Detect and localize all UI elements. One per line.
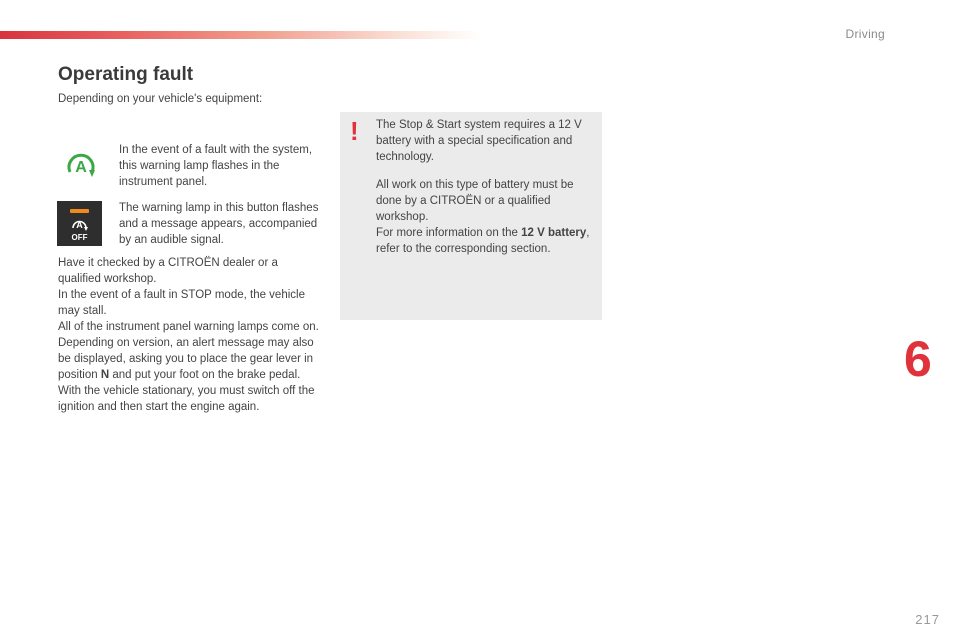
instruction-line: In the event of a fault in STOP mode, the vehicle may stall. xyxy=(58,289,305,317)
stop-start-fault-icon xyxy=(64,150,98,180)
page-number: 217 xyxy=(915,612,940,627)
battery-info-box xyxy=(340,112,602,320)
instruction-line: All of the instrument panel warning lamps come on. xyxy=(58,321,319,333)
header-color-bar xyxy=(0,31,480,39)
fault-instructions xyxy=(58,255,320,415)
section-header: Driving xyxy=(845,27,885,41)
chapter-number: 6 xyxy=(904,331,932,387)
fault-lamp-letter: A xyxy=(75,159,87,176)
battery-requirement: The Stop & Start system requires a 12 V battery with a special specification and technology. xyxy=(376,119,582,163)
instruction-text: and put your foot on the brake pedal. xyxy=(109,369,301,381)
stop-start-off-button-icon xyxy=(57,201,102,246)
off-button-label: OFF xyxy=(71,233,88,242)
fault-lamp-description: In the event of a fault with the system, this warning lamp flashes in the instrument panel. xyxy=(119,144,313,188)
instruction-line: Have it checked by a CITROËN dealer or a qualified workshop. xyxy=(58,257,278,285)
intro-text: Depending on your vehicle's equipment: xyxy=(58,93,263,105)
instruction-line: With the vehicle stationary, you must switch off the ignition and then start the engine again. xyxy=(58,385,315,413)
battery-service-note xyxy=(376,177,596,257)
battery-reference: 12 V battery xyxy=(521,227,587,239)
button-lamp-description: The warning lamp in this button flashes and a message appears, accompanied by an audible signal. xyxy=(119,202,319,246)
page-title: Operating fault xyxy=(58,64,194,85)
off-button-letter: A xyxy=(76,220,83,230)
reference-text: For more information on the 12 V battery, refer to the corresponding section. xyxy=(376,227,590,255)
instruction-text: Depending on version, an alert message may also be displayed, asking you to place the gear lever in position xyxy=(58,337,314,381)
service-text: All work on this type of battery must be done by a CITROËN or a qualified workshop. xyxy=(376,179,574,223)
instruction-line xyxy=(58,335,320,383)
exclamation-icon: ! xyxy=(350,116,359,146)
gear-position: N xyxy=(100,369,110,381)
